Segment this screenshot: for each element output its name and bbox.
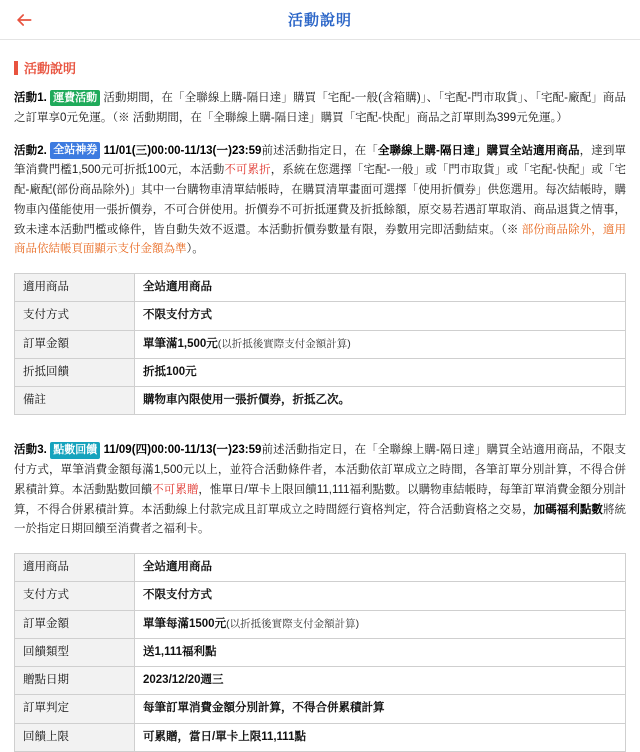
row-key: 備註 (15, 387, 135, 415)
row-value-note: (以折抵後實際支付金額計算) (217, 337, 351, 350)
arrow-left-icon[interactable] (12, 8, 36, 32)
activity-2-date-range: 11/01(三)00:00-11/13(一)23:59 (103, 144, 262, 157)
table-row (15, 387, 626, 415)
activity-1-label: 活動1. (14, 92, 47, 104)
row-value-main: 單筆每滿1500元 (143, 617, 227, 630)
section-heading-label: 活動說明 (24, 61, 77, 76)
row-value (135, 610, 626, 638)
row-key: 回饋上限 (15, 723, 135, 751)
table-row (15, 610, 626, 638)
row-key: 適用商品 (15, 554, 135, 582)
activity-3-detail-table (14, 553, 626, 752)
activity-2-tag: 全站神券 (50, 142, 100, 159)
page-title: 活動說明 (287, 12, 352, 29)
row-value: 不限支付方式 (135, 302, 626, 330)
table-row (15, 330, 626, 358)
row-value: 全站適用商品 (135, 554, 626, 582)
activity-2-detail-table (14, 273, 626, 415)
table-row (15, 554, 626, 582)
activity-3-paragraph (14, 441, 626, 540)
row-value: 送1,111福利點 (135, 638, 626, 666)
row-value: 2023/12/20週三 (135, 667, 626, 695)
activity-2-text-4: ，系統在您選擇「宅配-一般」或「門市取貨」或「宅配-快配」或「宅配-廠配(部份商品除外)」其中一台購物車清單結帳時，在購買清單畫面可選擇「使用折價券」供您選用。每次結帳時，購物車內僅能使用一張折價券，不可合併使用。折價券不可折抵運費及折抵餘額，原交易若遇訂單取消、商品退貨之情事，致未達本活動門檻或條件，皆自動失效不返還。本活動折價券數量有限，券數用完即活動結束。（※ (14, 164, 627, 236)
activity-2-text-1: 前述活動指定日，在「 (261, 144, 378, 157)
activity-3-no-stack-note: 不可累贈 (152, 483, 199, 496)
row-key: 訂單金額 (15, 330, 135, 358)
activity-3-label: 活動3. (14, 444, 47, 457)
row-key: 訂單判定 (15, 695, 135, 723)
row-key: 支付方式 (15, 582, 135, 610)
activity-3-date-range: 11/09(四)00:00-11/13(一)23:59 (103, 444, 262, 457)
row-value (135, 330, 626, 358)
row-value-main: 單筆滿1,500元 (143, 337, 218, 350)
activity-1-tag: 運費活動 (50, 90, 100, 107)
table-row (15, 667, 626, 695)
section-marker-icon (14, 61, 18, 75)
table-row (15, 302, 626, 330)
activity-2-text-5: ）。 (186, 243, 204, 256)
activity-2-text-2: 全聯線上購-隔日達」購買全站適用商品 (377, 144, 580, 157)
row-value: 購物車內限使用一張折價券，折抵乙次。 (135, 387, 626, 415)
activity-3-text-2: ，惟單日/單卡上限回饋11,111福利點數。以購物車結帳時，每筆訂單消費金額分別計算，不得合併累積計算。本活動線上付款完成且訂單成立之時間經行資格判定，符合活動資格之交易， (14, 483, 626, 516)
activity-2-exclusion-note: 部份商品除外，適用商品依結帳頁面顯示支付金額為準 (14, 223, 626, 256)
activity-3-text-4: 將統一於指定日期回饋至消費者之福利卡。 (14, 503, 627, 536)
activity-1-text: 活動期間，在「全聯線上購-隔日達」購買「宅配-一般(含箱購)」、「宅配-門市取貨」、「宅配-廠配」商品之訂單享0元免運。（※ 活動期間，在「全聯線上購-隔日達」購買「宅配-快配」商品之訂單則為399元免運。） (14, 92, 627, 124)
row-value: 折抵100元 (135, 358, 626, 386)
row-key: 訂單金額 (15, 610, 135, 638)
activity-2-paragraph (14, 142, 626, 261)
row-value-note: (以折抵後實際支付金額計算) (226, 617, 360, 630)
row-value: 可累贈，當日/單卡上限11,111點 (135, 723, 626, 751)
row-key: 折抵回饋 (15, 358, 135, 386)
activity-1-paragraph (14, 89, 626, 129)
content-area (0, 40, 640, 752)
row-value: 不限支付方式 (135, 582, 626, 610)
row-key: 支付方式 (15, 302, 135, 330)
table-row (15, 358, 626, 386)
page-header (0, 0, 640, 40)
activity-2-label: 活動2. (14, 144, 47, 157)
row-value: 每筆訂單消費金額分別計算，不得合併累積計算 (135, 695, 626, 723)
section-heading (14, 58, 626, 77)
activity-3-tag: 點數回饋 (50, 442, 100, 459)
table-row (15, 638, 626, 666)
row-key: 回饋類型 (15, 638, 135, 666)
table-row (15, 274, 626, 302)
row-key: 贈點日期 (15, 667, 135, 695)
activity-3-text-3: 加碼福利點數 (533, 503, 603, 516)
activity-2-no-stack-note: 不可累折 (224, 164, 271, 177)
table-row (15, 723, 626, 751)
row-key: 適用商品 (15, 274, 135, 302)
activity-2-text-3: ，達到單筆消費門檻1,500元可折抵100元，本活動 (14, 144, 627, 177)
table-row (15, 695, 626, 723)
row-value: 全站適用商品 (135, 274, 626, 302)
table-row (15, 582, 626, 610)
activity-3-text-1: 前述活動指定日，在「全聯線上購-隔日達」購買全站適用商品，不限支付方式，單筆消費金額每滿1,500元以上，並符合活動條件者，本活動依訂單成立之時間，各筆訂單分別計算，不得合併累積計算。本活動點數回饋 (14, 444, 627, 496)
